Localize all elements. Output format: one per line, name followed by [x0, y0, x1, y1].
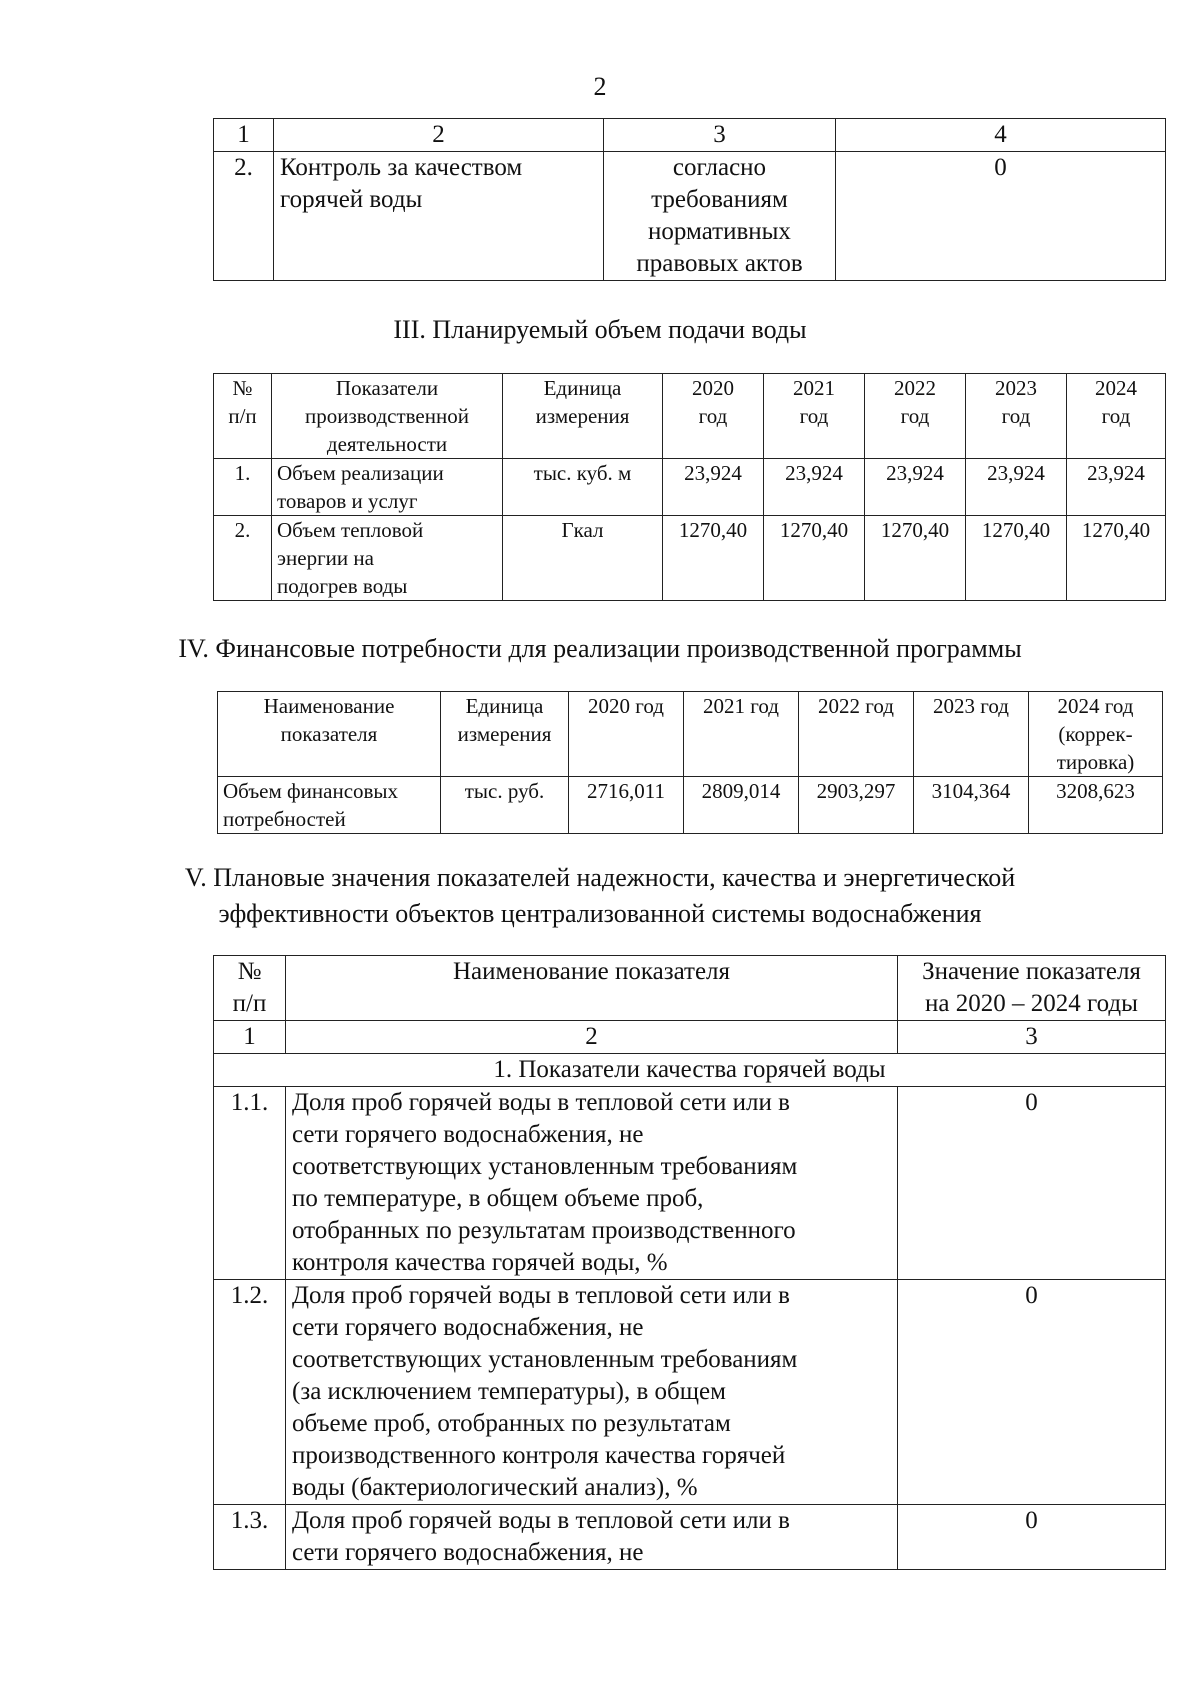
table-water-supply-volume: [213, 373, 1166, 601]
value-cell: 3104,364: [914, 777, 1029, 834]
indicator-name: [286, 1505, 898, 1570]
text-line: показателя: [280, 722, 378, 746]
table-row: [214, 1087, 1166, 1280]
header-year: 2023 год: [914, 692, 1029, 777]
table-row: [214, 1505, 1166, 1570]
table-row: [214, 152, 1166, 281]
group-title-row: [214, 1054, 1166, 1087]
section-title-4: IV. Финансовые потребности для реализации производственной программы: [178, 634, 1022, 663]
text-line: по температуре, в общем объеме проб,: [292, 1185, 704, 1212]
header-name: Наименование показателя: [286, 956, 898, 1021]
value-cell: 23,924: [865, 459, 966, 516]
value-cell: 1270,40: [663, 516, 764, 601]
text-line: согласно: [672, 154, 767, 181]
text-line: Контроль за качеством: [280, 154, 523, 181]
indicator-name: [286, 1280, 898, 1505]
text-line: Показатели: [335, 376, 439, 400]
value-cell: 1270,40: [764, 516, 865, 601]
text-line: тировка): [1056, 750, 1135, 774]
page-number: 2: [593, 72, 607, 101]
title-line: V. Плановые значения показателей надежности, качества и энергетической: [184, 863, 1016, 892]
text-line: подогрев воды: [277, 574, 408, 598]
value-cell: 2809,014: [684, 777, 799, 834]
value-cell: 0: [898, 1280, 1166, 1505]
text-line: контроля качества горячей воды, %: [292, 1249, 668, 1276]
text-line: 2024: [1095, 376, 1137, 400]
indicator-name: [218, 777, 441, 834]
header-indicator: [272, 374, 503, 459]
text-line: Единица: [465, 694, 544, 718]
value-cell: 23,924: [966, 459, 1067, 516]
text-line: деятельности: [326, 432, 448, 456]
text-line: требованиям: [651, 186, 788, 213]
text-line: Наименование: [263, 694, 395, 718]
unit-cell: тыс. руб.: [441, 777, 569, 834]
row-number: 1.1.: [214, 1087, 286, 1280]
text-line: сети горячего водоснабжения, не: [292, 1121, 644, 1148]
text-line: Объем финансовых: [223, 779, 399, 803]
indicator-name: [274, 152, 604, 281]
table-row: [214, 459, 1166, 516]
value-cell: 23,924: [663, 459, 764, 516]
indicator-name: [272, 459, 503, 516]
unit-cell: Гкал: [503, 516, 663, 601]
text-line: год: [799, 404, 829, 428]
value-cell: 1270,40: [966, 516, 1067, 601]
value-cell: 2903,297: [799, 777, 914, 834]
indicator-name: [272, 516, 503, 601]
text-line: на 2020 – 2024 годы: [925, 990, 1138, 1017]
header-number: [214, 374, 272, 459]
text-line: энергии на: [277, 546, 374, 570]
column-number-2: 2: [286, 1021, 898, 1054]
column-number-4: 4: [836, 119, 1166, 152]
text-line: Доля проб горячей воды в тепловой сети или в: [292, 1282, 790, 1309]
text-line: 2023: [995, 376, 1037, 400]
text-line: Доля проб горячей воды в тепловой сети или в: [292, 1507, 790, 1534]
header-year: [663, 374, 764, 459]
text-line: 2020: [692, 376, 734, 400]
text-line: производственного контроля качества горячей: [292, 1442, 786, 1469]
header-year: 2020 год: [569, 692, 684, 777]
text-line: отобранных по результатам производственного: [292, 1217, 796, 1244]
text-line: п/п: [228, 404, 257, 428]
value-cell: 1270,40: [1067, 516, 1166, 601]
header-unit: [503, 374, 663, 459]
text-line: год: [698, 404, 728, 428]
table-row: [214, 516, 1166, 601]
header-year-adjusted: [1029, 692, 1163, 777]
row-number: 1.: [214, 459, 272, 516]
text-line: соответствующих установленным требованиям: [292, 1346, 798, 1373]
text-line: Объем тепловой: [277, 518, 424, 542]
target-value: 0: [836, 152, 1166, 281]
text-line: год: [1101, 404, 1131, 428]
table-financial-needs: [217, 691, 1163, 834]
text-line: сети горячего водоснабжения, не: [292, 1314, 644, 1341]
text-line: Значение показателя: [922, 958, 1141, 985]
header-number: [214, 956, 286, 1021]
value-cell: 3208,623: [1029, 777, 1163, 834]
column-number-3: 3: [604, 119, 836, 152]
column-number-3: 3: [898, 1021, 1166, 1054]
header-year: 2022 год: [799, 692, 914, 777]
value-cell: 23,924: [764, 459, 865, 516]
text-line: Объем реализации: [277, 461, 444, 485]
table-row: [214, 1280, 1166, 1505]
text-line: год: [1001, 404, 1031, 428]
row-number: 2.: [214, 152, 274, 281]
header-name: [218, 692, 441, 777]
row-number: 1.3.: [214, 1505, 286, 1570]
text-line: воды (бактериологический анализ), %: [292, 1474, 698, 1501]
section-title-3: III. Планируемый объем подачи воды: [393, 315, 807, 344]
header-year: [865, 374, 966, 459]
table-header-row: [214, 119, 1166, 152]
table-header-row: [214, 956, 1166, 1021]
value-cell: 0: [898, 1087, 1166, 1280]
text-line: потребностей: [223, 807, 346, 831]
table-quality-control: [213, 118, 1166, 281]
text-line: сети горячего водоснабжения, не: [292, 1539, 644, 1566]
header-year: [966, 374, 1067, 459]
text-line: производственной: [305, 404, 469, 428]
header-year: [1067, 374, 1166, 459]
title-line: эффективности объектов централизованной системы водоснабжения: [218, 899, 982, 928]
text-line: горячей воды: [280, 186, 423, 213]
table-header-row: [218, 692, 1163, 777]
text-line: (коррек-: [1058, 722, 1133, 746]
section-title-5: [0, 860, 1200, 932]
row-number: 1.2.: [214, 1280, 286, 1505]
value-cell: 23,924: [1067, 459, 1166, 516]
table-header-row: [214, 374, 1166, 459]
text-line: товаров и услуг: [277, 489, 418, 513]
header-unit: [441, 692, 569, 777]
text-line: 2022: [894, 376, 936, 400]
column-number-2: 2: [274, 119, 604, 152]
column-number-1: 1: [214, 1021, 286, 1054]
text-line: п/п: [232, 990, 267, 1017]
value-cell: 1270,40: [865, 516, 966, 601]
text-line: №: [237, 958, 262, 985]
unit-cell: тыс. куб. м: [503, 459, 663, 516]
text-line: 2021: [793, 376, 835, 400]
text-line: Доля проб горячей воды в тепловой сети или в: [292, 1089, 790, 1116]
text-line: соответствующих установленным требованиям: [292, 1153, 798, 1180]
text-line: Единица: [543, 376, 622, 400]
value-cell: 0: [898, 1505, 1166, 1570]
text-line: измерения: [535, 404, 630, 428]
text-line: нормативных: [648, 218, 791, 245]
text-line: №: [232, 376, 253, 400]
header-value: [898, 956, 1166, 1021]
table-reliability-indicators: [213, 955, 1166, 1570]
text-line: (за исключением температуры), в общем: [292, 1378, 726, 1405]
text-line: объеме проб, отобранных по результатам: [292, 1410, 731, 1437]
indicator-name: [286, 1087, 898, 1280]
row-number: 2.: [214, 516, 272, 601]
table-row: [218, 777, 1163, 834]
value-cell: 2716,011: [569, 777, 684, 834]
group-title: 1. Показатели качества горячей воды: [214, 1054, 1166, 1087]
text-line: правовых актов: [636, 250, 803, 277]
text-line: год: [900, 404, 930, 428]
requirement-text: [604, 152, 836, 281]
text-line: измерения: [457, 722, 552, 746]
column-numbers-row: [214, 1021, 1166, 1054]
text-line: 2024 год: [1057, 694, 1134, 718]
header-year: 2021 год: [684, 692, 799, 777]
header-year: [764, 374, 865, 459]
column-number-1: 1: [214, 119, 274, 152]
